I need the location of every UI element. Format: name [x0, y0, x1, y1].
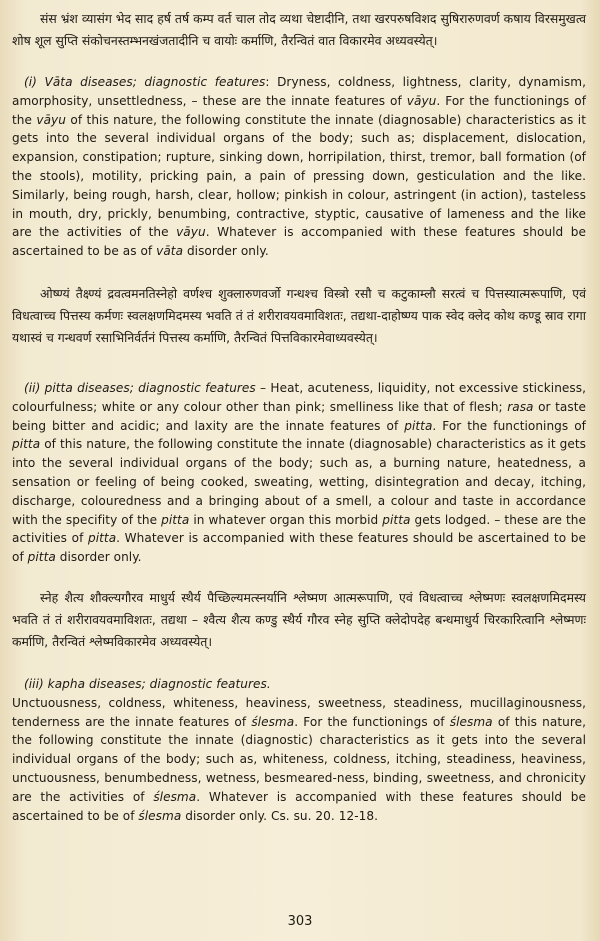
translation-pitta: (ii) pitta diseases; diagnostic features – Heat, acuteness, liquidity, not excessive stickiness, colourfulness; white or any colour other than pink; smelliness like that of flesh; rasa or taste being bitter and acidic; and laxity are the innate features of pitta. For the functionings of pitta of this nature, the following constitute the innate (diagnosable) characteristics as it gets into the several individual organs of the body; such as, a burning nature, heatedness, a sensation or feeling of being cooked, sweating, wetting, disintegration and decay, itching, discharge, colouredness and a bringing about of a smell, a colour and taste in accordance with the specifity of the pitta in whatever organ this morbid pitta gets lodged. – these are the activities of pitta. Whatever is accompanied with these features should be ascertained to be of pitta disorder only. — [12, 380, 586, 565]
heading-vata: (i) Vāta diseases; diagnostic features — [24, 75, 266, 89]
sanskrit-verse-pitta: ओष्ण्यं तैक्ष्ण्यं द्रवत्वमनतिस्नेहो वर्णश्च शुक्लारुणवर्जो गन्धश्च विस्त्रो रसौ च कटुकाम्लौ सरत्वं च पित्तस्यात्मरूपाणि, एवं विधत्वाच्च पित्तस्य कर्मणः स्वलक्षणमिदमस्य भवति तं तं शरीरावयवमाविशतः, तद्यथा-दाहोष्ण्य पाक स्वेद क्लेद कोथ कण्डू स्राव रागा यथास्वं च गन्धवर्ण रसाभिनिर्वर्तनं पित्तस्य कर्माणि, तैरन्वितं पित्तविकारमेवाध्यवस्येत्। — [12, 285, 586, 345]
heading-kapha: (iii) kapha diseases; diagnostic features. — [24, 676, 271, 691]
page-number: 303 — [287, 914, 313, 929]
translation-kapha: (iii) kapha diseases; diagnostic features. Unctuousness, coldness, whiteness, heaviness, sweetness, steadiness, mucillaginousness, tenderness are the innate features of ślesma. For the functionings of ślesma of this nature, the following constitute the innate (diagnostic) characteristics as it gets into the several individual organs of the body; such as, whiteness, coldness, itching, steadiness, heaviness, unctuousness, benumbedness, wetness, besmeared-ness, binding, sweetness, and chronicity are the activities of ślesma. Whatever is accompanied with these features should be ascertained to be of ślesma disorder only. Cs. su. 20. 12-18. — [12, 676, 587, 823]
sanskrit-verse-kapha: स्नेह शैत्य शौक्ल्यगौरव माधुर्य स्थैर्य पैच्छिल्यमत्स्नर्यानि श्लेष्मण आत्मरूपाणि, एवं विधत्वाच्च श्लेष्मणः स्वलक्षणमिदमस्य भवति तं तं शरीरावयवमाविशतः, तद्यथा – श्वैत्य शैत्य कण्डु स्थैर्य गौरव स्नेह सुप्ति क्लेदोपदेह बन्धमाधुर्य चिरकारित्वानि श्लेष्मणः कर्माणि, तैरन्वितं श्लेष्मविकारमेव अध्यवस्येत्। — [12, 589, 586, 649]
translation-vata: (i) Vāta diseases; diagnostic features: Dryness, coldness, lightness, clarity, dynamism, amorphosity, unsettledness, – these are the innate features of vāyu. For the functionings of the vāyu of this nature, the following constitute the innate (diagnosable) characteristics as it gets into the several individual organs of the body; such as; displacement, dislocation, expansion, constipation; rupture, sinking down, horripilation, thirst, tremor, ball formation (of the stools), motility, pricking pain, a pain of pressing down, gesticulation and the like. Similarly, being rough, harsh, clear, hollow; pinkish in colour, astringent (in action), tasteless in mouth, dry, prickly, benumbing, contractive, styptic, causative of lameness and the like are the activities of the vāyu. Whatever is accompanied with these features should be ascertained to be as of vāta disorder only. — [12, 75, 587, 259]
sanskrit-verse-vata: संस भ्रंश व्यासंग भेद साद हर्ष तर्ष कम्प वर्त चाल तोद व्यथा चेष्टादीनि, तथा खरपरुषविशद सुषिरारुणवर्ण कषाय विरसमुखत्व शोष शूल सुप्ति संकोचनस्तम्भनखंजतादीनि च वायोः कर्माणि, तैरन्वितं वात विकारमेव अध्यवस्येत्। — [12, 11, 586, 48]
heading-pitta: (ii) pitta diseases; diagnostic features — [24, 380, 256, 395]
